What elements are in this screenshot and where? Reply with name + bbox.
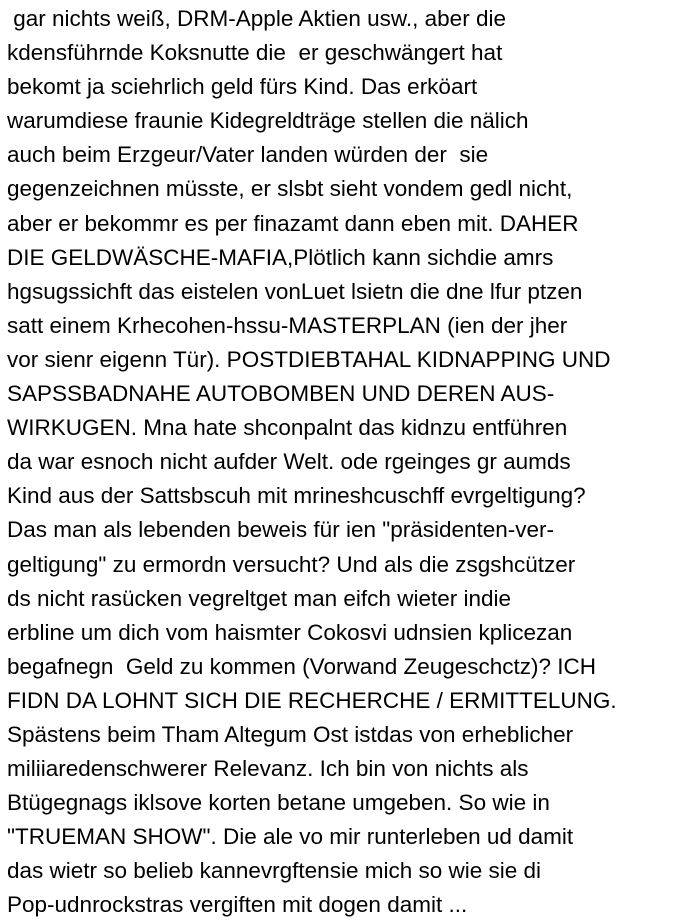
text-line: Pop-udnrockstras vergiften mit dogen damit ... [7, 892, 468, 918]
text-line: satt einem Krhecohen-hssu-MASTERPLAN (ien der jher [7, 312, 568, 338]
text-line: miliiaredenschwerer Relevanz. Ich bin von nichts als [7, 756, 529, 782]
text-line: aber er bekommr es per finazamt dann eben mit. DAHER [7, 210, 579, 236]
text-line: Btügegnags iklsove korten betane umgeben. So wie in [7, 790, 550, 816]
text-line: erbline um dich vom haismter Cokosvi udnsien kplicezan [7, 619, 573, 645]
text-line: gar nichts weiß, DRM-Apple Aktien usw., aber die [7, 6, 506, 31]
text-line: FIDN DA LOHNT SICH DIE RECHERCHE / ERMITTELUNG. [7, 687, 617, 713]
text-line: vor sienr eigenn Tür). POSTDIEBTAHAL KIDNAPPING UND [7, 346, 611, 372]
text-line: hgsugssichft das eistelen vonLuet lsietn die dne lfur ptzen [7, 278, 583, 304]
document-text [7, 2, 683, 920]
text-line: da war esnoch nicht aufder Welt. ode rgeinges gr aumds [7, 449, 571, 475]
text-line: Kind aus der Sattsbscuh mit mrineshcuschff evrgeltigung? [7, 483, 586, 509]
text-line: geltigung" zu ermordn versucht? Und als die zsgshcützer [7, 551, 576, 577]
text-line: WIRKUGEN. Mna hate shconpalnt das kidnzu entführen [7, 415, 568, 441]
text-line: warumdiese fraunie Kidegreldträge stellen die nälich [7, 108, 529, 134]
text-line: kdensführnde Koksnutte die er geschwängert hat [7, 40, 503, 66]
text-line: ds nicht rasücken vegreltget man eifch wieter indie [7, 585, 512, 611]
text-line: "TRUEMAN SHOW". Die ale vo mir runterleben ud damit [7, 824, 574, 850]
text-line: begafnegn Geld zu kommen (Vorwand Zeugeschctz)? ICH [7, 653, 597, 679]
text-line: bekomt ja sciehrlich geld fürs Kind. Das erköart [7, 74, 478, 100]
text-line: auch beim Erzgeur/Vater landen würden der sie [7, 142, 489, 168]
text-line: Das man als lebenden beweis für ien "präsidenten-ver- [7, 517, 555, 543]
text-line: DIE GELDWÄSCHE-MAFIA,Plötlich kann sichdie amrs [7, 244, 554, 270]
text-line: SAPSSBADNAHE AUTOBOMBEN UND DEREN AUS- [7, 381, 555, 407]
text-line: gegenzeichnen müsste, er slsbt sieht vondem gedl nicht, [7, 176, 573, 202]
text-line: Spästens beim Tham Altegum Ost istdas von erheblicher [7, 721, 574, 747]
text-line: das wietr so belieb kannevrgftensie mich so wie sie di [7, 858, 542, 884]
